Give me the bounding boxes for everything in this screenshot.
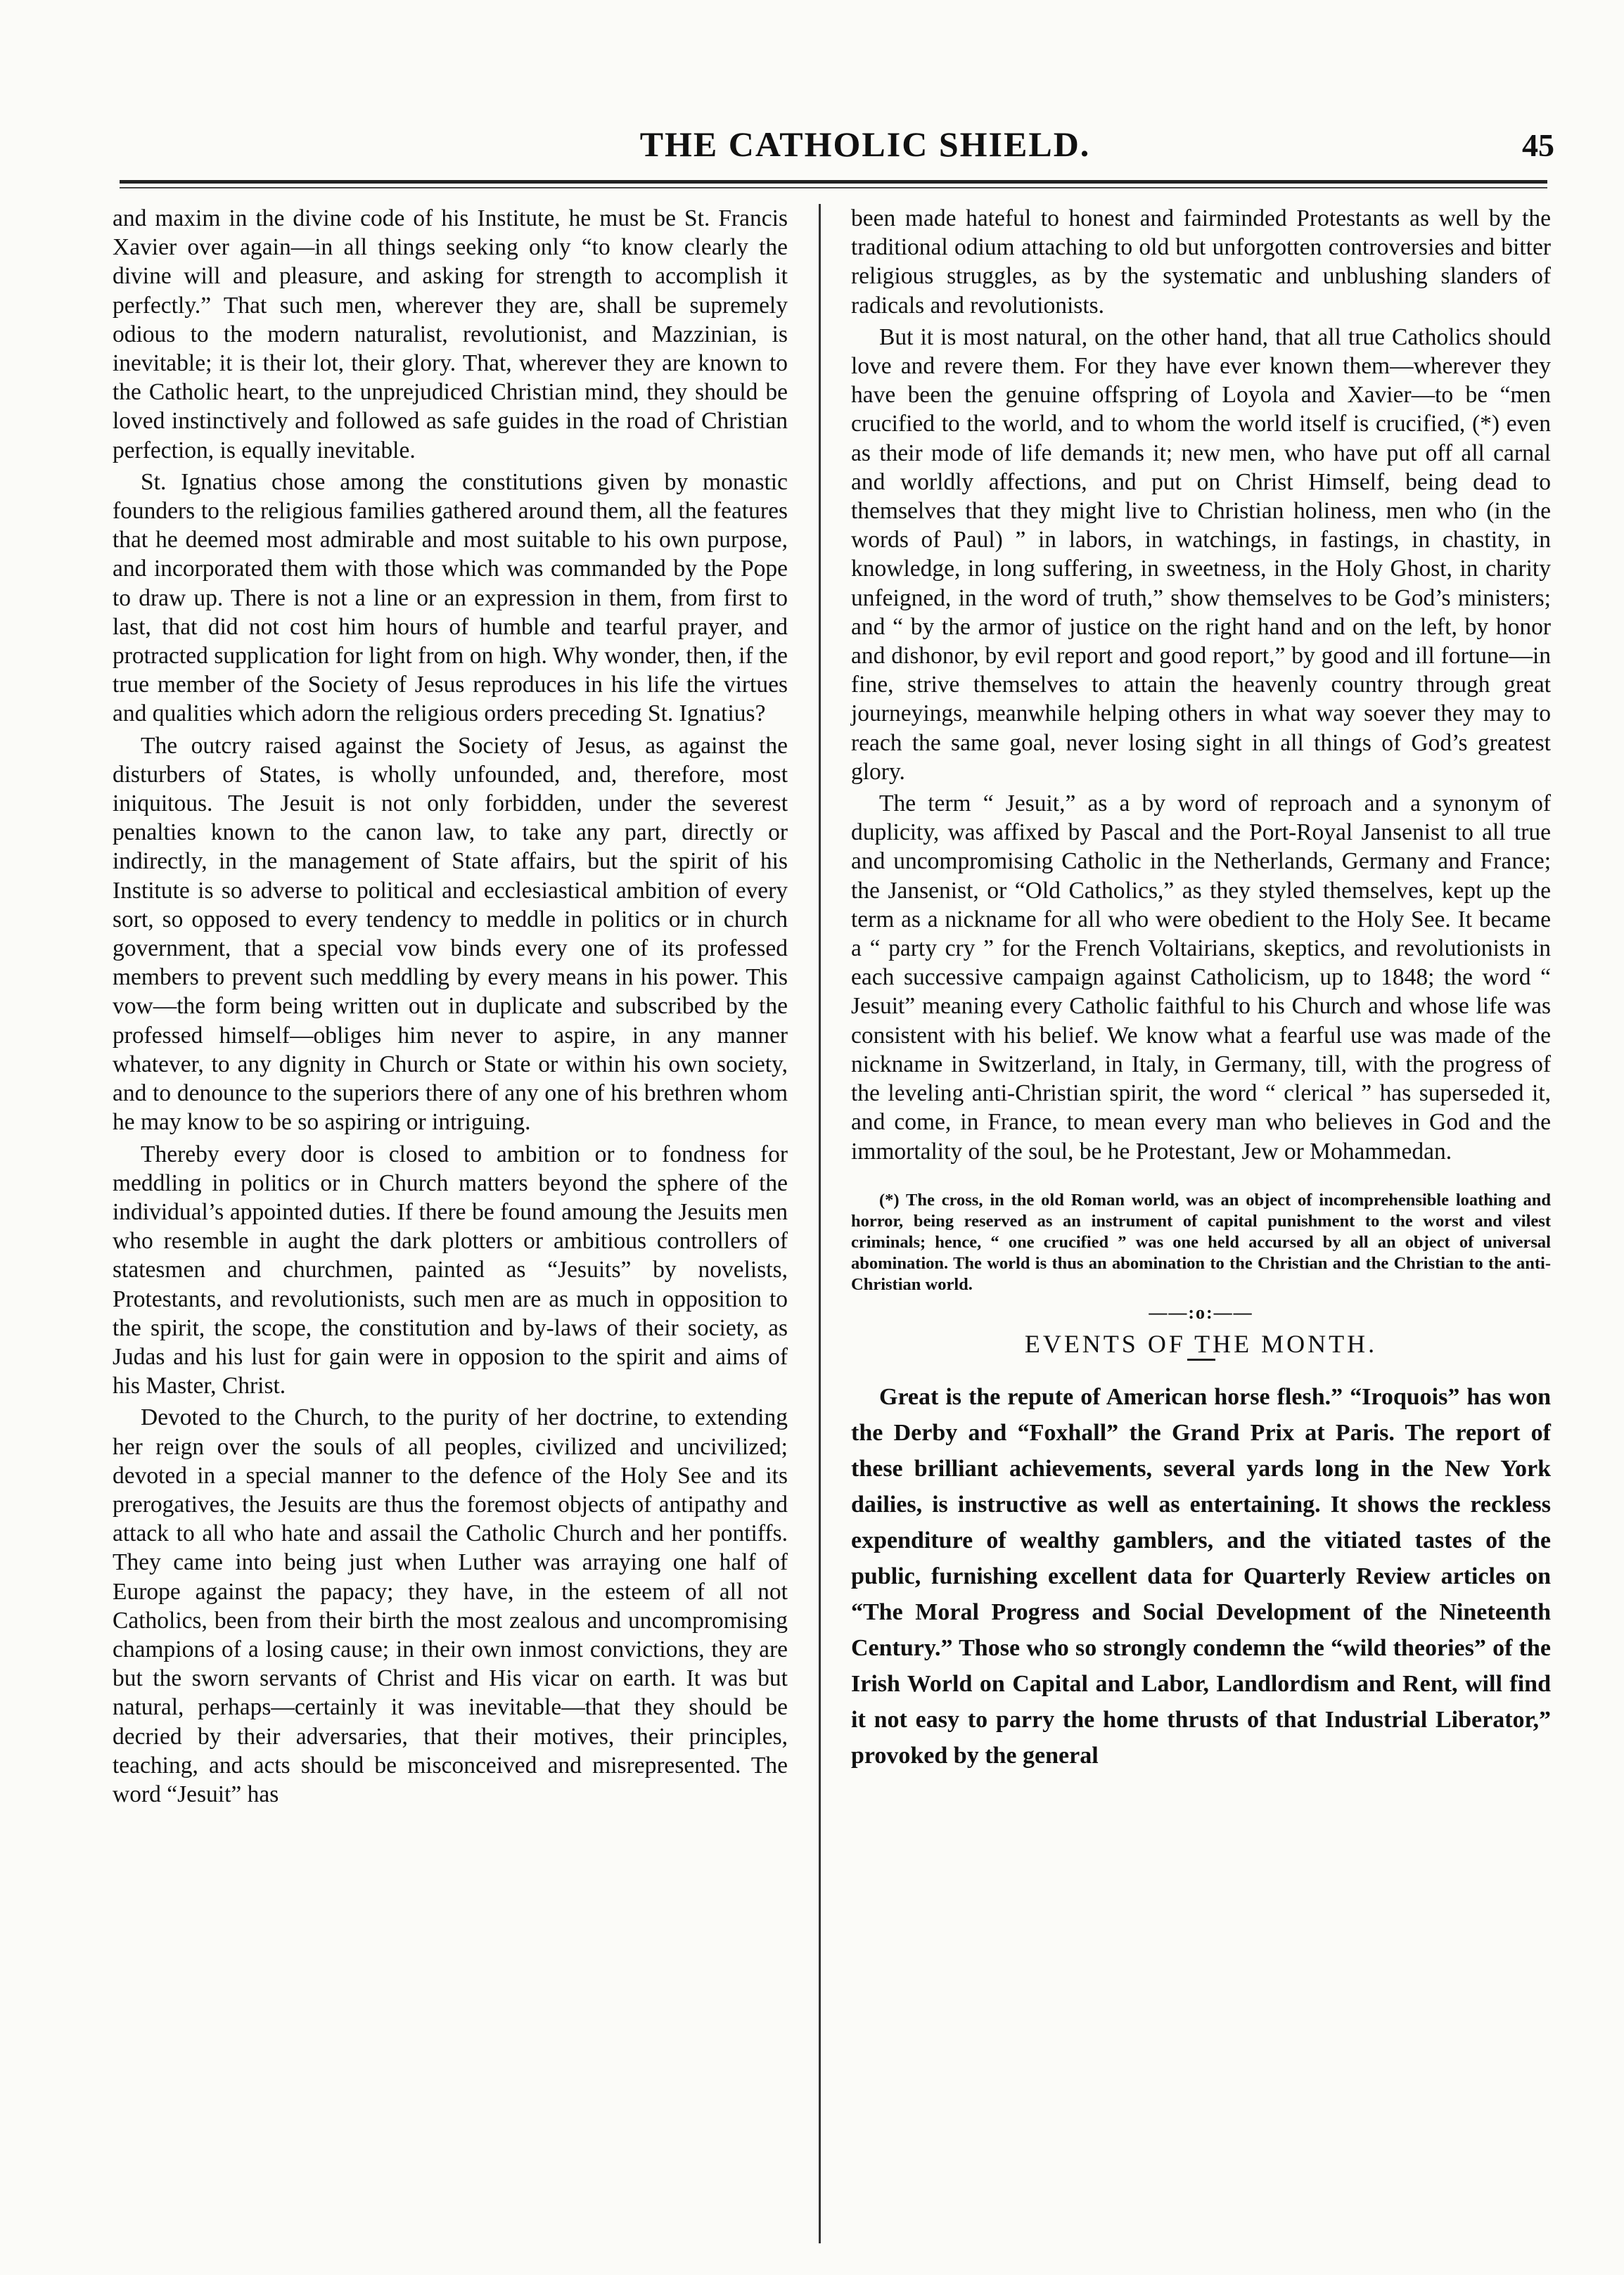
footnote: (*) The cross, in the old Roman world, was an object of incomprehensible loathing and horror, being reserved as an instrument of capital punishment to the worst and vilest criminals; hence, “ one crucified ” was one held accursed by all an object of universal abomination. The world is thus an abomination to the Christian and the Christian to the anti-Christian world. [851, 1190, 1551, 1294]
header-rule [120, 180, 1547, 184]
section-title: EVENTS OF THE MONTH. [1024, 1329, 1378, 1358]
events-paragraph: Great is the repute of American horse flesh.” “Iroquois” has won the Derby and “Foxhall” the Grand Prix at Paris. The report of these brilliant achievements, several yards long in the New York dailies, is instructive as well as entertaining. It shows the reckless expenditure of wealthy gamblers, and the vitiated tastes of the public, furnishing excellent data for Quarterly Review articles on “The Moral Progress and Social Development of the Nineteenth Century.” Those who so strongly condemn the “wild theories” of the Irish World on Capital and Labor, Landlordism and Rent, will find it not easy to parry the home thrusts of that Industrial Liberator,” provoked by the general [851, 1384, 1551, 1769]
right-column [851, 204, 1551, 1774]
paragraph: St. Ignatius chose among the constitutions given by monastic founders to the religious families gathered around them, all the features that he deemed most admirable and most suitable to his own purpose, and incorporated them with those which was commanded by the Pope to draw up. There is not a line or an expression in them, from first to last, that did not cost him hours of humble and tearful prayer, and protracted supplication for light from on high. Why wonder, then, if the true member of the Society of Jesus reproduces in his life the virtues and qualities which adorn the religious orders preceding St. Ignatius? [113, 468, 788, 727]
paragraph: Thereby every door is closed to ambition or to fondness for meddling in politics or in Church matters beyond the sphere of the individual’s appointed duties. If there be found amoung the Jesuits men who resemble in aught the dark plotters or ambitious controllers of statesmen and churchmen, painted as “Jesuits” by novelists, Protestants, and revolutionists, such men are as much in opposition to the spirit, the scope, the constitution and by-laws of their society, as Judas and his lust for gain were in opposion to the spirit and aims of his Master, Christ. [113, 1141, 788, 1399]
paragraph: been made hateful to honest and fairminded Protestants as well by the traditional odium attaching to old but unforgotten controversies and bitter religious struggles, as by the systematic and unblushing slanders of radicals and revolutionists. [851, 205, 1551, 319]
section-rule [1187, 1359, 1215, 1361]
events-section [851, 1379, 1551, 1774]
page-header [106, 124, 1554, 180]
paragraph: But it is most natural, on the other hand, that all true Catholics should love and revere them. For they have ever known them—wherever they have been the genuine offspring of Loyola and Xavier—to be “men crucified to the world, and to whom the world itself is crucified, (*) even as their mode of life demands it; new men, who have put off all carnal and worldly affections, and put on Christ Himself, being dead to themselves that they might live to Christian holiness, men who (in the words of Paul) ” in labors, in watchings, in fastings, in chastity, in knowledge, in long suffering, in sweetness, in the Holy Ghost, in charity unfeigned, in the word of truth,” show themselves to be God’s ministers; and “ by the armor of justice on the right hand and on the left, by honor and dishonor, by evil report and good report,” by good and ill fortune—in fine, strive themselves to attain the heavenly country through great journeyings, meanwhile helping others in what way soever they may to reach the same goal, never losing sight in all things of God’s greatest glory. [851, 323, 1551, 785]
paragraph: Devoted to the Church, to the purity of her doctrine, to extending her reign over the souls of all peoples, civilized and uncivilized; devoted in a special manner to the defence of the Holy See and its prerogatives, the Jesuits are thus the foremost objects of antipathy and attack to all who hate and assail the Catholic Church and her pontiffs. They came into being just when Luther was arraying one half of Europe against the papacy; they have, in the esteem of all not Catholics, been from their birth the most zealous and uncompromising champions of a losing cause; in their own inmost convictions, they are but the sworn servants of Christ and His vicar on earth. It was but natural, perhaps—certainly it was inevitable—that they should be decried by their adversaries, that their motives, their principles, teaching, and acts should be misconceived and misrepresented. The word “Jesuit” has [113, 1404, 788, 1807]
paragraph: and maxim in the divine code of his Institute, he must be St. Francis Xavier over again—in all things seeking only “to know clearly the divine will and pleasure, and asking for strength to accomplish it perfectly.” That such men, wherever they are, shall be supremely odious to the modern naturalist, revolutionist, and Mazzinian, is inevitable; it is their lot, their glory. That, wherever they are known to the Catholic heart, to the unprejudiced Christian mind, they should be loved instinctively and followed as safe guides in the road of Christian perfection, is equally inevitable. [113, 205, 788, 463]
column-divider [819, 204, 821, 2243]
section-ornament: ——:o:—— [1149, 1302, 1253, 1323]
left-column [113, 204, 788, 1809]
paragraph: The term “ Jesuit,” as a by word of reproach and a synonym of duplicity, was affixed by Pascal and the Port-Royal Jansenist to all true and uncompromising Catholic in the Netherlands, Germany and France; the Jansenist, or “Old Catholics,” as they styled themselves, kept up the term as a nickname for all who were obedient to the Holy See. It became a “ party cry ” for the French Voltairians, skeptics, and revolutionists in each successive campaign against Catholicism, up to 1848; the word “ Jesuit” meaning every Catholic faithful to his Church and whose life was consistent with his belief. We know what a fearful use was made of the nickname in Switzerland, in Italy, in Germany, till, with the progress of the leveling anti-Christian spirit, the word “ clerical ” has superseded it, and come, in France, to mean every man who believes in God and the immortality of the soul, be he Protestant, Jew or Mohammedan. [851, 790, 1551, 1165]
page-number: 45 [1522, 127, 1554, 163]
running-title: THE CATHOLIC SHIELD. [639, 124, 1091, 164]
paragraph: The outcry raised against the Society of Jesus, as against the disturbers of States, is wholly unfounded, and, therefore, most iniquitous. The Jesuit is not only forbidden, under the severest penalties known to the canon law, to take any part, directly or indirectly, in the management of State affairs, but the spirit of his Institute is so adverse to political and ecclesiastical ambition of every sort, so opposed to every tendency to meddle in politics or in church government, that a special vow binds every one of its professed members to prevent such meddling by every means in his power. This vow—the form being written out in duplicate and subscribed by the professed himself—obliges him never to aspire, in any manner whatever, to any dignity in Church or State or within his own society, and to denounce to the superiors there of any one of his brethren whom he may know to be so aspiring or intriguing. [113, 732, 788, 1136]
header-rule-thin [120, 187, 1547, 188]
